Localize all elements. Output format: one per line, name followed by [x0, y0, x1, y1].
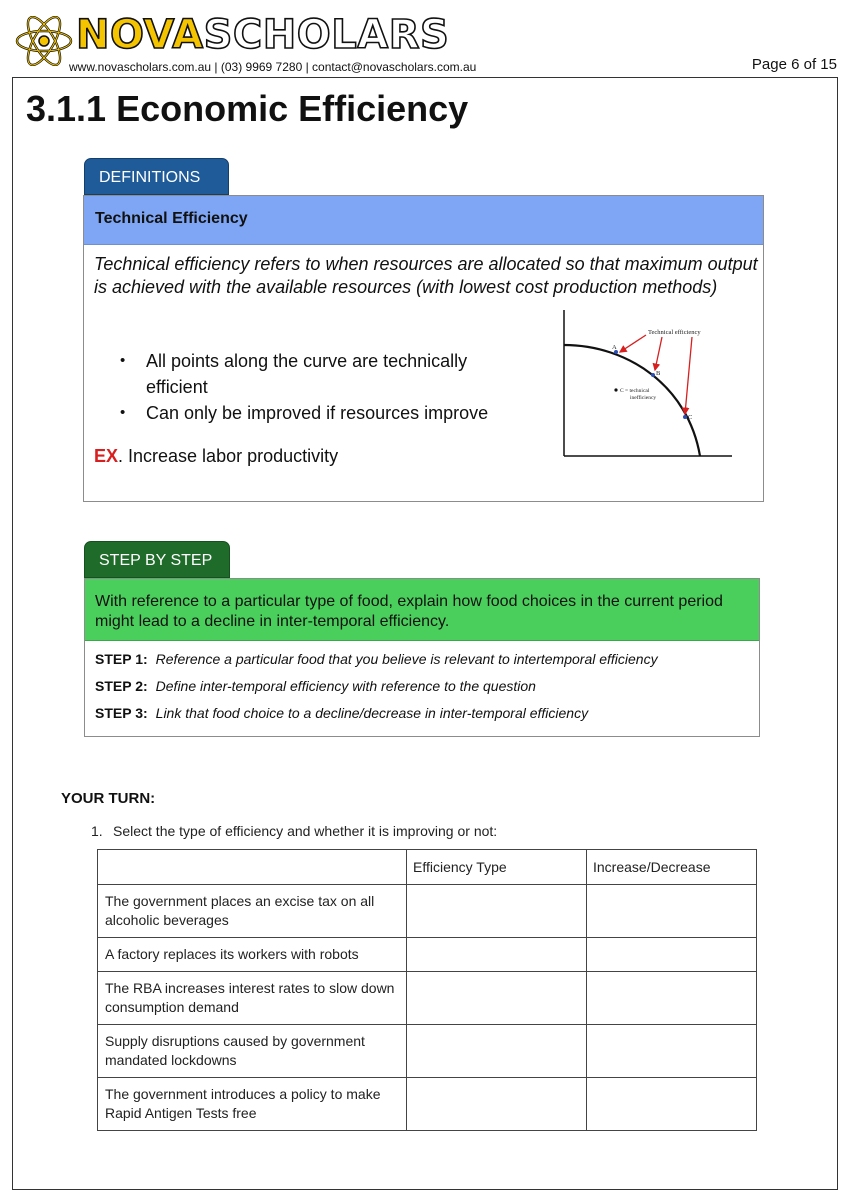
arrow-a: [620, 335, 646, 352]
table-row: [98, 885, 757, 938]
efficiency-type-answer-cell[interactable]: [407, 938, 587, 972]
efficiency-type-answer-cell[interactable]: [407, 1078, 587, 1131]
point-a-label: A: [612, 344, 617, 351]
step-row: [95, 678, 536, 694]
bullet-item: • Can only be improved if resources improve: [120, 400, 530, 426]
question-number: 1.: [91, 823, 103, 839]
step-row: [95, 705, 588, 721]
inefficiency-point: [614, 388, 617, 391]
your-turn-heading: YOUR TURN:: [61, 790, 156, 807]
increase-decrease-answer-cell[interactable]: [587, 1025, 757, 1078]
arrow-b: [655, 337, 662, 370]
inefficiency-label-2: inefficiency: [630, 395, 657, 401]
ppf-graph: [558, 306, 740, 464]
step-label: STEP 3:: [95, 705, 148, 721]
step-label: STEP 1:: [95, 651, 148, 667]
efficiency-type-answer-cell[interactable]: [407, 972, 587, 1025]
table-header-efficiency-type: Efficiency Type: [407, 850, 587, 885]
logo-wordmark: [76, 12, 449, 58]
logo-wordmark-nova: NOVA: [76, 12, 204, 58]
table-header-row: [98, 850, 757, 885]
arrow-c: [685, 337, 692, 414]
graph-title-label: Technical efficiency: [648, 329, 701, 336]
definition-bullets: [120, 348, 530, 426]
scenario-cell: The government introduces a policy to make Rapid Antigen Tests free: [98, 1078, 407, 1131]
efficiency-table: [97, 849, 757, 1131]
definition-heading: Technical Efficiency: [84, 196, 763, 245]
page-title: 3.1.1 Economic Efficiency: [26, 88, 469, 129]
step-by-step-tab: STEP BY STEP: [84, 541, 230, 578]
definitions-tab: DEFINITIONS: [84, 158, 229, 195]
table-row: [98, 1078, 757, 1131]
table-row: [98, 938, 757, 972]
step-by-step-box: [84, 578, 760, 737]
definitions-box: [83, 195, 764, 502]
scenario-cell: The government places an excise tax on all alcoholic beverages: [98, 885, 407, 938]
table-header-increase-decrease: Increase/Decrease: [587, 850, 757, 885]
example-line: [94, 446, 338, 467]
example-text: . Increase labor productivity: [118, 446, 339, 466]
point-b-label: B: [656, 370, 661, 377]
step-text: Reference a particular food that you believe is relevant to intertemporal efficiency: [155, 651, 658, 667]
table-row: [98, 1025, 757, 1078]
increase-decrease-answer-cell[interactable]: [587, 1078, 757, 1131]
inefficiency-label-1: C = technical: [620, 388, 650, 394]
scenario-cell: A factory replaces its workers with robots: [98, 938, 407, 972]
example-label: EX: [94, 446, 119, 466]
step-label: STEP 2:: [95, 678, 148, 694]
question-text: Select the type of efficiency and whether it is improving or not:: [113, 823, 498, 839]
step-text: Link that food choice to a decline/decrease in inter-temporal efficiency: [155, 705, 589, 721]
point-b-marker: [651, 373, 655, 377]
definition-text: Technical efficiency refers to when resources are allocated so that maximum output is achieved with the available resources (with lowest cost production methods): [94, 254, 758, 297]
contact-line: www.novascholars.com.au | (03) 9969 7280 | contact@novascholars.com.au: [69, 60, 477, 74]
logo-wordmark-scholars: SCHOLARS: [203, 12, 450, 58]
step-row: [95, 651, 658, 667]
increase-decrease-answer-cell[interactable]: [587, 938, 757, 972]
page-number: Page 6 of 15: [751, 56, 837, 73]
atom-logo-icon: [14, 16, 74, 66]
bullet-item: • All points along the curve are technically efficient: [120, 348, 530, 400]
question-1: [91, 823, 497, 839]
step-question: With reference to a particular type of food, explain how food choices in the current period might lead to a decline in inter-temporal efficiency.: [85, 579, 759, 641]
table-row: [98, 972, 757, 1025]
increase-decrease-answer-cell[interactable]: [587, 972, 757, 1025]
step-text: Define inter-temporal efficiency with reference to the question: [155, 678, 536, 694]
efficiency-type-answer-cell[interactable]: [407, 1025, 587, 1078]
table-header-blank: [98, 850, 407, 885]
point-c-label: C: [688, 414, 693, 421]
point-c-marker: [683, 415, 687, 419]
scenario-cell: The RBA increases interest rates to slow down consumption demand: [98, 972, 407, 1025]
efficiency-type-answer-cell[interactable]: [407, 885, 587, 938]
increase-decrease-answer-cell[interactable]: [587, 885, 757, 938]
scenario-cell: Supply disruptions caused by government mandated lockdowns: [98, 1025, 407, 1078]
